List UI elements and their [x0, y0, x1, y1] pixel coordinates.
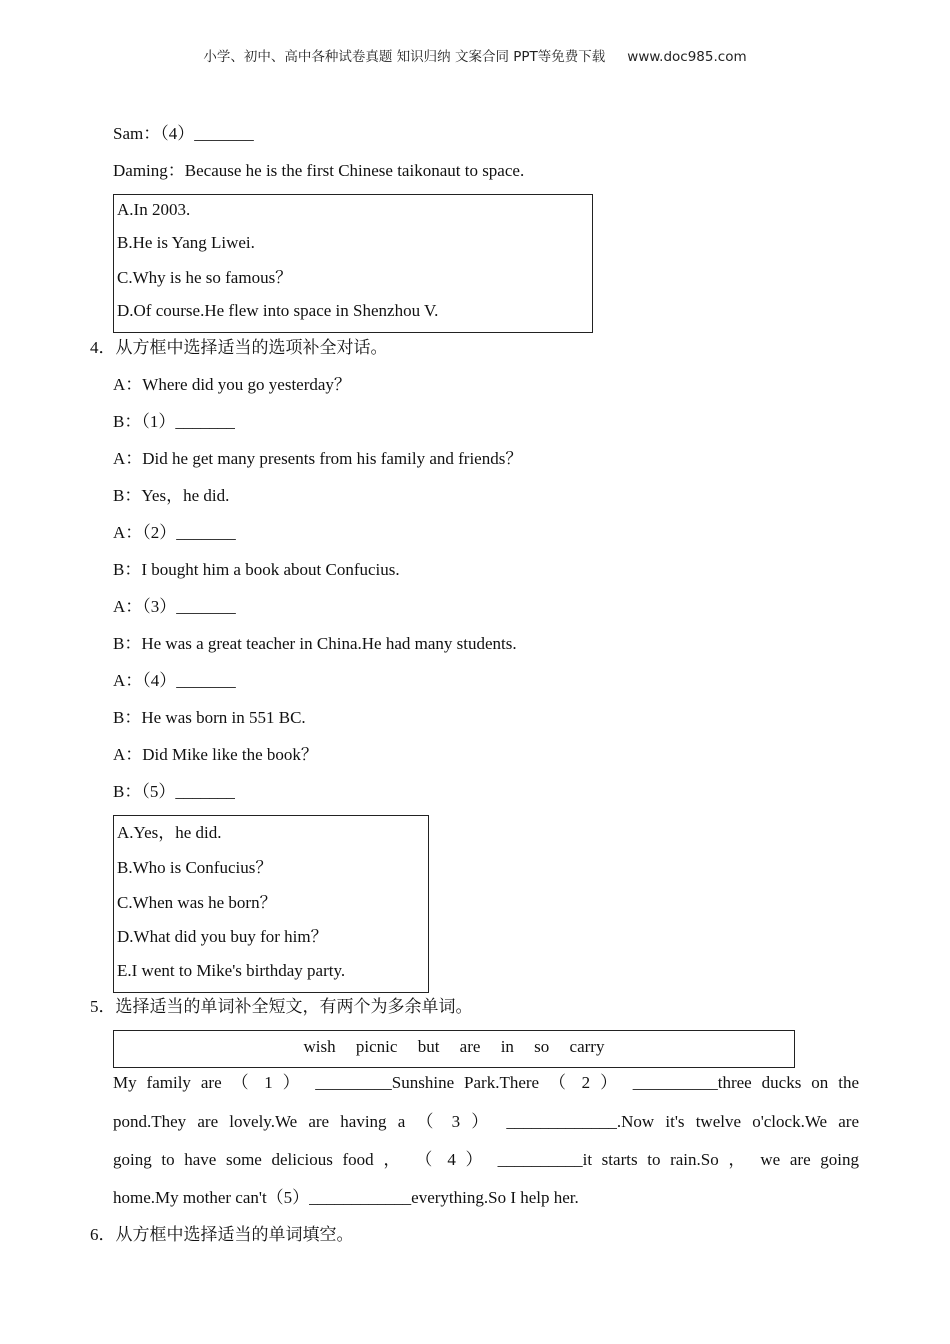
- q4-line-9: A：（4）_______: [113, 671, 236, 690]
- q5-paragraph-line-1: My family are （ 1 ） _________Sunshine Park.There （ 2 ） __________three ducks on the: [113, 1073, 859, 1092]
- header-url[interactable]: www.doc985.com: [627, 49, 747, 65]
- q4-line-3: A：Did he get many presents from his family and friends？: [113, 449, 523, 468]
- q5-word: but: [417, 1037, 440, 1056]
- q4-option-e: E.I went to Mike's birthday party.: [117, 961, 346, 980]
- q5-word: carry: [569, 1037, 605, 1056]
- q5-paragraph-line-3: going to have some delicious food ， （ 4 ） __________it starts to rain.So ， we are going: [113, 1150, 859, 1169]
- q3-option-a: A.In 2003.: [117, 200, 191, 219]
- q5-word: wish: [303, 1037, 336, 1056]
- q5-title: 5．选择适当的单词补全短文，有两个为多余单词。: [90, 997, 473, 1016]
- q4-line-8: B：He was a great teacher in China.He had many students.: [113, 634, 517, 653]
- q3-line-sam: Sam：（4）_______: [113, 124, 254, 143]
- q4-option-c: C.When was he born？: [117, 893, 277, 912]
- q4-option-a: A.Yes，he did.: [117, 823, 222, 842]
- q4-option-d: D.What did you buy for him？: [117, 927, 328, 946]
- q4-line-11: A：Did Mike like the book？: [113, 745, 318, 764]
- q4-option-b: B.Who is Confucius？: [117, 858, 273, 877]
- q5-word: in: [500, 1037, 514, 1056]
- q4-line-5: A：（2）_______: [113, 523, 236, 542]
- q4-line-2: B：（1）_______: [113, 412, 235, 431]
- q3-options-box: [113, 194, 593, 333]
- q4-line-7: A：（3）_______: [113, 597, 236, 616]
- q4-options-box: [113, 815, 429, 993]
- page-header: [0, 45, 950, 65]
- q3-option-c: C.Why is he so famous？: [117, 268, 293, 287]
- q4-line-10: B：He was born in 551 BC.: [113, 708, 306, 727]
- q5-word-box: [113, 1030, 795, 1068]
- q3-option-d: D.Of course.He flew into space in Shenzhou V.: [117, 301, 439, 320]
- q5-paragraph-line-4: home.My mother can't（5）____________everything.So I help her.: [113, 1188, 579, 1207]
- q5-word: picnic: [355, 1037, 398, 1056]
- q4-line-4: B：Yes，he did.: [113, 486, 230, 505]
- q4-title: 4．从方框中选择适当的选项补全对话。: [90, 338, 388, 357]
- q3-option-b: B.He is Yang Liwei.: [117, 233, 255, 252]
- q4-line-6: B：I bought him a book about Confucius.: [113, 560, 400, 579]
- q4-line-1: A：Where did you go yesterday？: [113, 375, 351, 394]
- header-title: 小学、初中、高中各种试卷真题 知识归纳 文案合同 PPT等免费下载: [203, 49, 606, 65]
- q5-word: so: [534, 1037, 550, 1056]
- q3-line-daming: Daming：Because he is the first Chinese taikonaut to space.: [113, 161, 525, 180]
- q4-line-12: B：（5）_______: [113, 782, 235, 801]
- q5-word: are: [459, 1037, 481, 1056]
- q5-paragraph-line-2: pond.They are lovely.We are having a （ 3 ） _____________.Now it's twelve o'clock.We are: [113, 1112, 859, 1131]
- q6-title: 6．从方框中选择适当的单词填空。: [90, 1225, 354, 1244]
